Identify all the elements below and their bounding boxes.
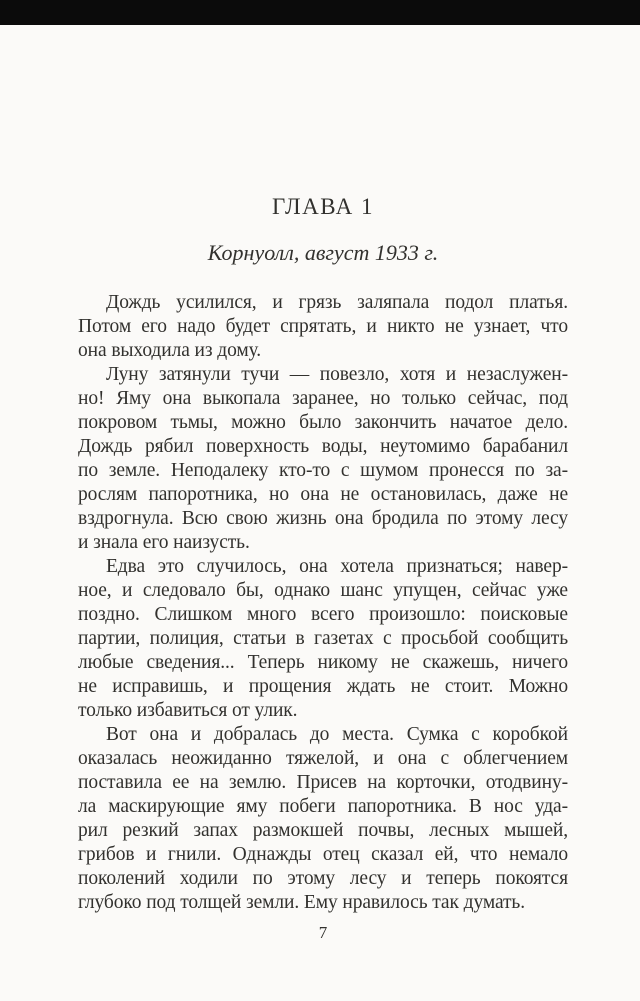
text-line: оказалась неожиданно тяжелой, и она с облегчением <box>78 748 568 769</box>
text-line: поколений ходили по этому лесу и теперь покоятся <box>78 868 568 889</box>
text-line: только избавиться от улик. <box>78 700 298 721</box>
text-line: ла маскирующие яму побеги папоротника. В нос уда- <box>78 796 568 817</box>
text-line: рослям папоротника, но она не остановилась, даже не <box>78 484 568 505</box>
text-line: глубоко под толщей земли. Ему нравилось так думать. <box>78 892 525 913</box>
body-text <box>78 291 568 915</box>
text-line: партии, полиция, статьи в газетах с просьбой сообщить <box>78 628 568 649</box>
page-number: 7 <box>318 923 328 942</box>
text-line: по земле. Неподалеку кто-то с шумом пронесся по за- <box>78 460 568 481</box>
text-line: и знала его наизусть. <box>78 532 250 553</box>
book-page <box>0 25 640 944</box>
text-line: поставила ее на землю. Присев на корточки, отодвину- <box>78 772 568 793</box>
text-line: поздно. Слишком много всего произошло: поисковые <box>78 604 568 625</box>
text-line: вздрогнула. Всю свою жизнь она бродила по этому лесу <box>78 508 568 529</box>
text-line: Дождь рябил поверхность воды, неутомимо барабанил <box>78 436 568 457</box>
text-line: Вот она и добралась до места. Сумка с коробкой <box>106 724 568 745</box>
chapter-subtitle: Корнуолл, август 1933 г. <box>207 240 439 265</box>
text-line: Луну затянули тучи — повезло, хотя и незаслужен- <box>106 364 568 385</box>
text-line: Потом его надо будет спрятать, и никто не узнает, что <box>78 316 568 337</box>
chapter-title: ГЛАВА 1 <box>271 194 375 219</box>
text-line: она выходила из дому. <box>78 340 262 361</box>
text-line: ное, и следовало бы, однако шанс упущен, сейчас уже <box>78 580 568 601</box>
text-line: рил резкий запах размокшей почвы, лесных мышей, <box>78 820 568 841</box>
text-line: любые сведения... Теперь никому не скажешь, ничего <box>78 652 568 673</box>
text-line: не исправишь, и прощения ждать не стоит. Можно <box>78 676 568 697</box>
text-line: покровом тьмы, можно было закончить начатое дело. <box>78 412 568 433</box>
top-bar <box>0 0 640 25</box>
text-line: но! Яму она выкопала заранее, но только сейчас, под <box>78 388 568 409</box>
text-line: грибов и гнили. Однажды отец сказал ей, что немало <box>78 844 568 865</box>
text-line: Едва это случилось, она хотела признаться; навер- <box>106 556 568 577</box>
text-line: Дождь усилился, и грязь заляпала подол платья. <box>106 292 568 313</box>
